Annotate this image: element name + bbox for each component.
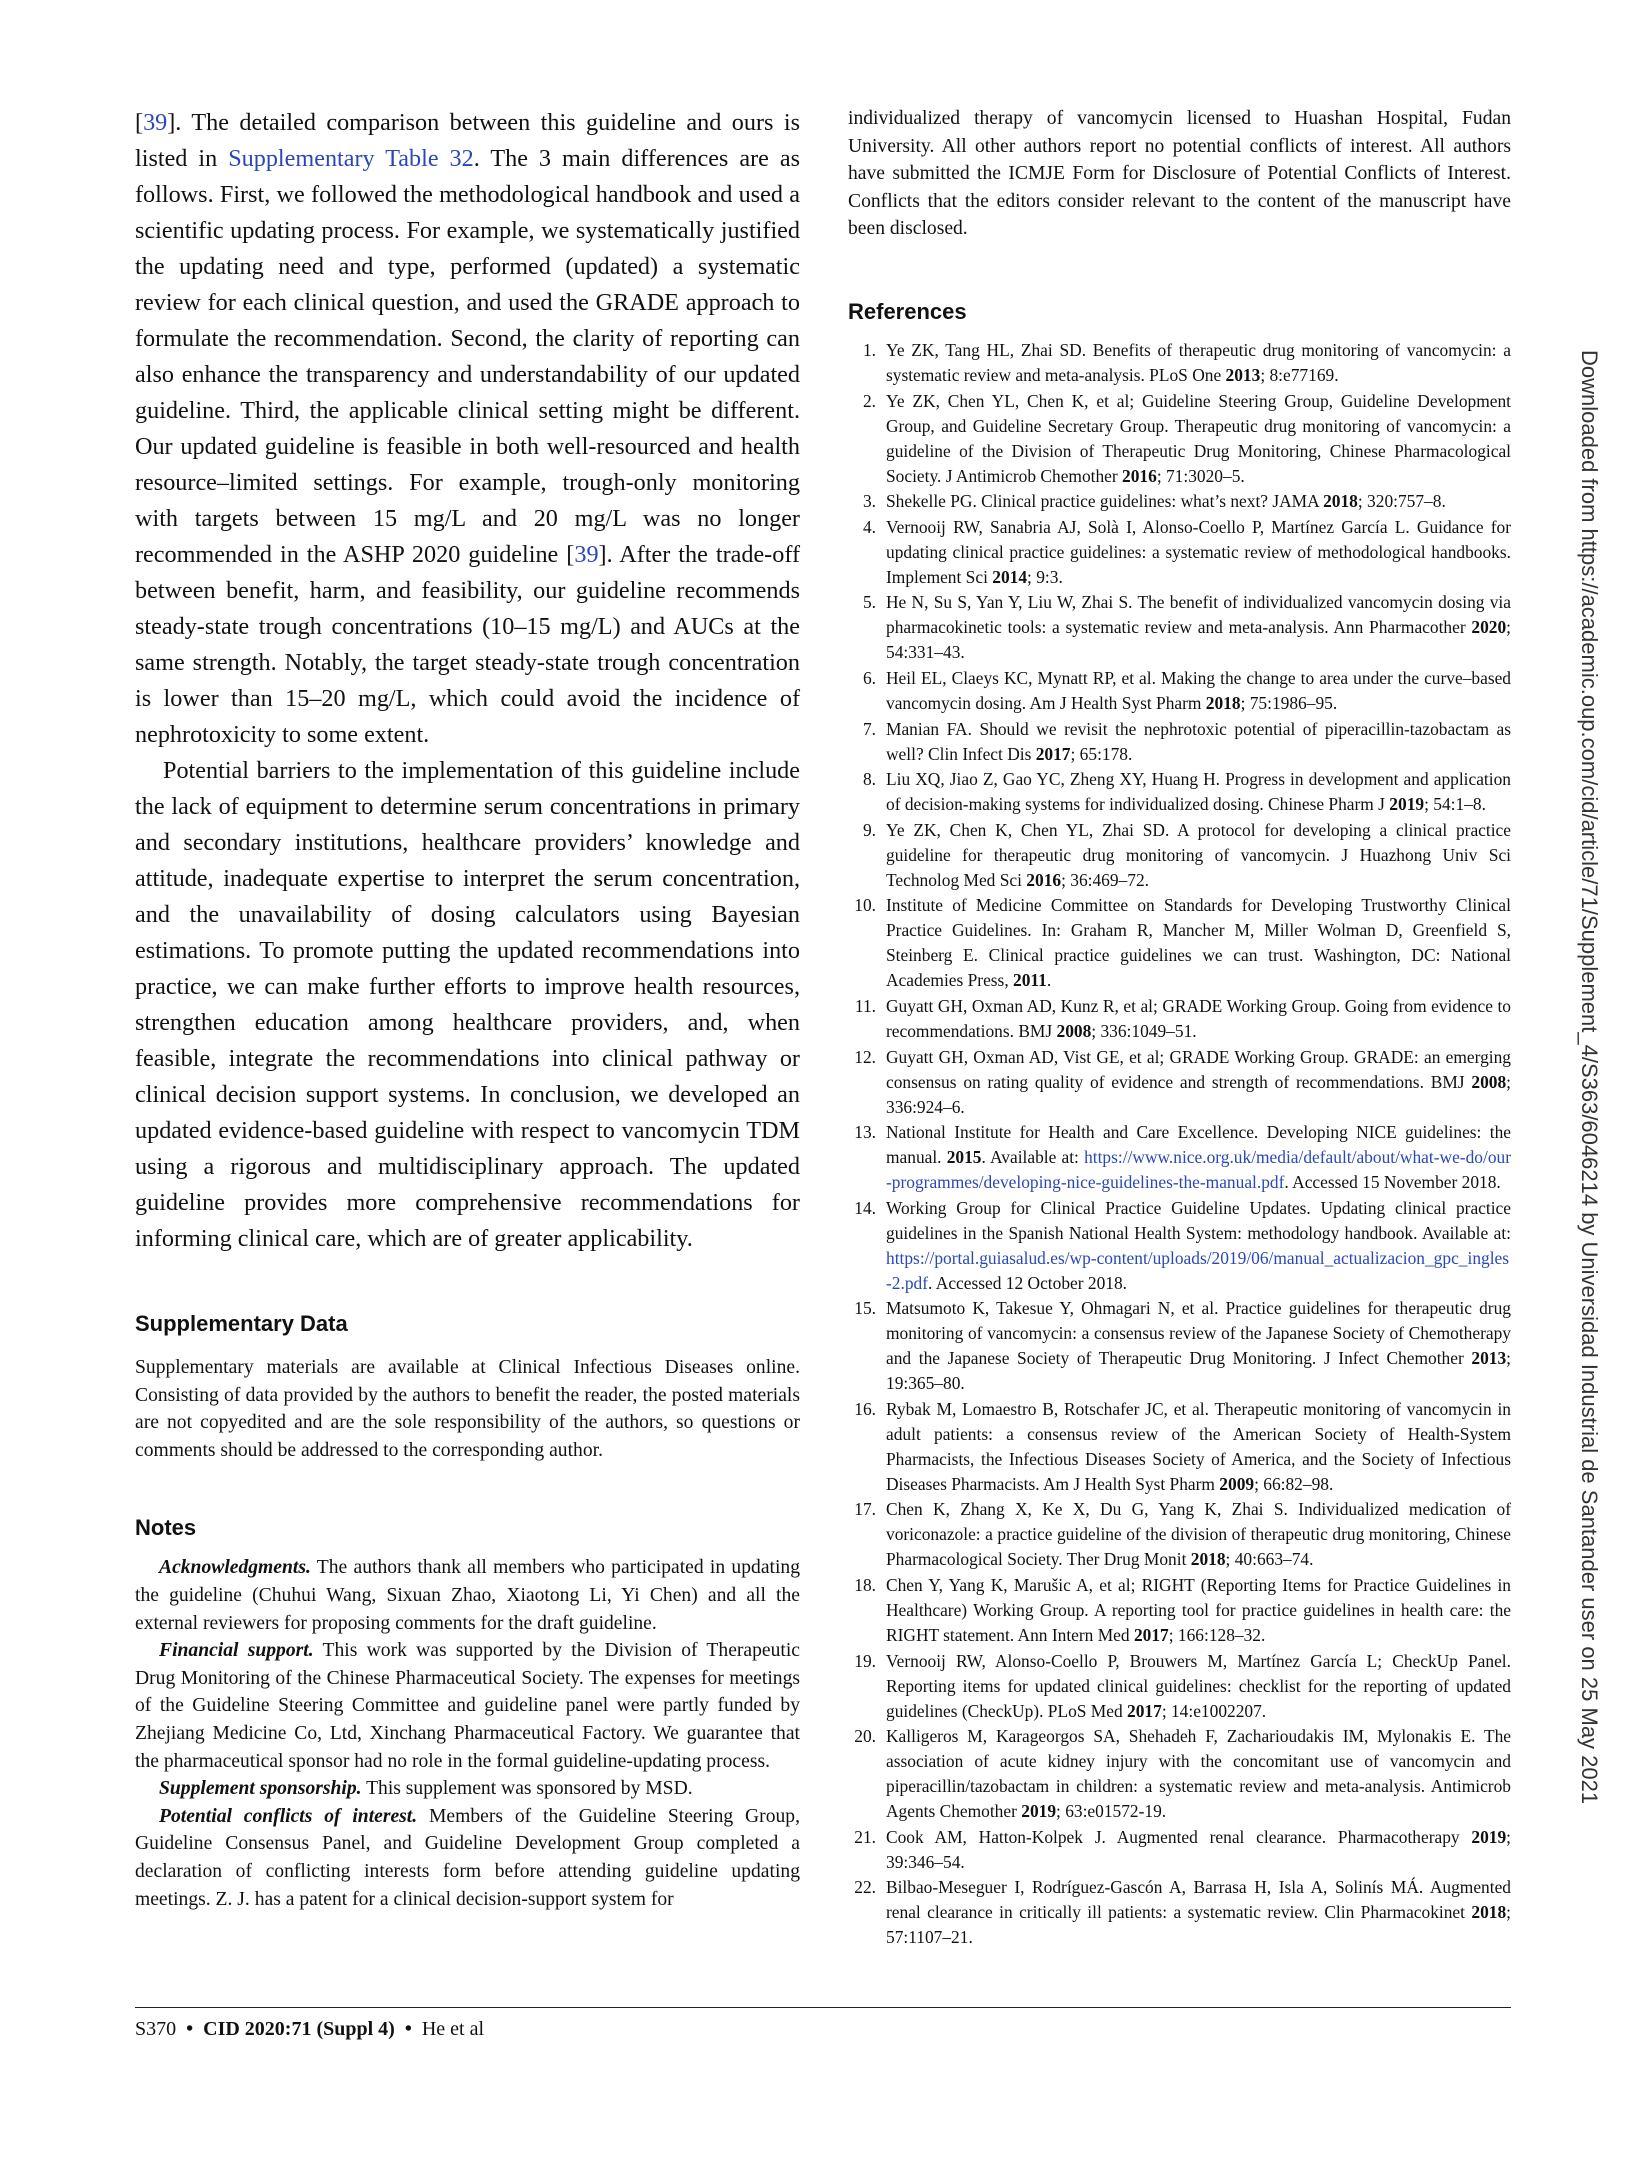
reference-text: Chen K, Zhang X, Ke X, Du G, Yang K, Zhai S. Individualized medication of voriconazole: a practice guideline of the division of therapeutic drug monitoring, Chinese Pharmacological Society. Ther Drug Monit	[886, 1499, 1511, 1570]
reference-item	[848, 1296, 1511, 1396]
reference-number: 4.	[862, 516, 876, 537]
references-heading: References	[848, 298, 967, 324]
reference-item	[848, 515, 1511, 590]
download-sidebar	[1577, 350, 1610, 1850]
reference-text: Shekelle PG. Clinical practice guidelines: what’s next? JAMA	[886, 491, 1324, 512]
reference-text: ; 54:331–43.	[886, 617, 1511, 663]
conflicts-continuation: individualized therapy of vancomycin licensed to Huashan Hospital, Fudan University. All other authors report no potential conflicts of interest. All authors have submitted the ICMJE Form for Disclosure of Potential Conflicts of Interest. Conflicts that the editors consider relevant to the content of the manuscript have been disclosed.	[848, 108, 1511, 240]
reference-item	[848, 893, 1511, 993]
reference-number: 12.	[854, 1046, 876, 1067]
reference-item	[848, 338, 1511, 388]
notes-list	[135, 1554, 800, 1913]
reference-text: ; 8:e77169.	[1260, 364, 1339, 385]
reference-number: 10.	[854, 895, 876, 916]
reference-url-link[interactable]: https://portal.guiasalud.es/wp-content/uploads/2019/06/manual_actualizacion_gpc_ingles-2.pdf	[886, 1247, 1510, 1293]
footer-separator-1: •	[186, 2018, 194, 2040]
reference-item	[848, 1875, 1511, 1950]
citation-link[interactable]: Supplementary Table 32	[228, 145, 474, 172]
reference-year: 2020	[1471, 617, 1507, 638]
reference-number: 21.	[854, 1826, 876, 1847]
reference-number: 2.	[862, 390, 876, 411]
reference-item	[848, 1573, 1511, 1648]
notes-section	[135, 1514, 800, 1913]
reference-text: Matsumoto K, Takesue Y, Ohmagari N, et al. Practice guidelines for therapeutic drug monitoring of vancomycin: a consensus review of the Japanese Society of Chemotherapy and the Japanese Society of Therapeutic Drug Monitoring. J Infect Chemother	[886, 1298, 1511, 1369]
reference-text: . Available at:	[981, 1147, 1085, 1168]
journal-citation: CID 2020:71 (Suppl 4)	[203, 2018, 395, 2040]
note-label: Potential conflicts of interest.	[159, 1805, 418, 1827]
supplementary-data-section	[135, 1310, 800, 1464]
reference-text: Institute of Medicine Committee on Standards for Developing Trustworthy Clinical Practice Guidelines. In: Graham R, Mancher M, Miller Wolman D, Greenfield S, Steinberg E. Clinical practice guidelines we can trust. Washington, DC: National Academies Press,	[886, 895, 1511, 991]
reference-text: ; 39:346–54.	[886, 1826, 1511, 1872]
right-column	[848, 105, 1511, 1951]
reference-text: Rybak M, Lomaestro B, Rotschafer JC, et al. Therapeutic monitoring of vancomycin in adult patients: a consensus review of the American Society of Health-System Pharmacists, the Infectious Diseases Society of America, and the Society of Infectious Diseases Pharmacists. Am J Health Syst Pharm	[886, 1398, 1511, 1494]
reference-year: 2008	[1471, 1071, 1507, 1092]
reference-text: Ye ZK, Chen YL, Chen K, et al; Guideline Steering Group, Guideline Development Group, and Guideline Secretary Group. Therapeutic drug monitoring of vancomycin: a guideline of the Division of Therapeutic Drug Monitoring, Chinese Pharmacological Society. J Antimicrob Chemother	[886, 390, 1511, 486]
page-footer	[135, 2018, 484, 2041]
reference-year: 2017	[1127, 1700, 1162, 1721]
reference-year: 2013	[1225, 364, 1261, 385]
reference-item	[848, 767, 1511, 817]
reference-year: 2016	[1122, 465, 1157, 486]
reference-number: 18.	[854, 1575, 876, 1596]
reference-year: 2011	[1013, 970, 1047, 991]
reference-year: 2013	[1471, 1348, 1507, 1369]
reference-year: 2019	[1389, 794, 1425, 815]
reference-text: ; 57:1107–21.	[886, 1902, 1511, 1948]
reference-item	[848, 818, 1511, 893]
footer-rule	[135, 2007, 1511, 2008]
reference-text: Manian FA. Should we revisit the nephrotoxic potential of piperacillin-tazobactam as well? Clin Infect Dis	[886, 718, 1511, 764]
reference-text: Kalligeros M, Karageorgos SA, Shehadeh F, Zacharioudakis IM, Mylonakis E. The association of acute kidney injury with the concomitant use of vancomycin and piperacillin/tazobactam in children: a systematic review and meta-analysis. Antimicrob Agents Chemother	[886, 1726, 1511, 1822]
reference-year: 2018	[1471, 1902, 1507, 1923]
reference-year: 2009	[1219, 1473, 1255, 1494]
supplementary-data-heading: Supplementary Data	[135, 1311, 348, 1336]
discussion-paragraph-2: Potential barriers to the implementation of this guideline include the lack of equipment to determine serum concentrations in primary and secondary institutions, healthcare providers’ knowledge and attitude, inadequate expertise to interpret the serum concentration, and the unavailability of dosing calculators using Bayesian estimations. To promote putting the updated recommendations into practice, we can make further efforts to improve health resources, strengthen education among healthcare providers, and, when feasible, integrate the recommendations into clinical pathway or clinical decision support systems. In conclusion, we developed an updated evidence-based guideline with respect to vancomycin TDM using a rigorous and multidisciplinary approach. The updated guideline provides more comprehensive recommendations for informing clinical care, which are of greater applicability.	[135, 757, 800, 1252]
citation-link[interactable]: 39	[574, 541, 599, 568]
reference-number: 22.	[854, 1877, 876, 1898]
reference-year: 2014	[992, 566, 1028, 587]
reference-text: Guyatt GH, Oxman AD, Vist GE, et al; GRADE Working Group. GRADE: an emerging consensus on rating quality of evidence and strength of recommendations. BMJ	[886, 1046, 1511, 1092]
reference-item	[848, 1120, 1511, 1195]
reference-text: Vernooij RW, Alonso-Coello P, Brouwers M, Martínez García L; CheckUp Panel. Reporting items for updated clinical guidelines: checklist for the reporting of updated guidelines (CheckUp). PLoS Med	[886, 1650, 1511, 1721]
reference-number: 8.	[862, 769, 876, 790]
note-label: Acknowledgments.	[159, 1557, 311, 1579]
reference-item	[848, 489, 1511, 514]
reference-number: 13.	[854, 1122, 876, 1143]
reference-text: Liu XQ, Jiao Z, Gao YC, Zheng XY, Huang H. Progress in development and application of decision-making systems for individualized dosing. Chinese Pharm J	[886, 769, 1511, 815]
citation-link[interactable]: 39	[143, 109, 168, 136]
paragraph-text: [	[135, 109, 144, 136]
left-column	[135, 105, 800, 1913]
reference-item	[848, 1196, 1511, 1296]
reference-item	[848, 666, 1511, 716]
note-text: This work was supported by the Division of Therapeutic Drug Monitoring of the Chinese Pharmaceutical Society. The expenses for meetings of the Guideline Steering Committee and guideline panel were partly funded by Zhejiang Medicine Co, Ltd, Xinchang Pharmaceutical Factory. We guarantee that the pharmaceutical sponsor had no role in the formal guideline-updating process.	[135, 1640, 800, 1772]
reference-text: Guyatt GH, Oxman AD, Kunz R, et al; GRADE Working Group. Going from evidence to recommendations. BMJ	[886, 995, 1511, 1041]
reference-text: .	[1046, 970, 1052, 991]
reference-text: ; 320:757–8.	[1357, 491, 1446, 512]
reference-item	[848, 717, 1511, 767]
reference-number: 11.	[854, 995, 876, 1016]
reference-text: ; 63:e01572-19.	[1056, 1801, 1167, 1822]
reference-text: ; 166:128–32.	[1168, 1625, 1266, 1646]
reference-text: He N, Su S, Yan Y, Liu W, Zhai S. The benefit of individualized vancomycin dosing via pharmacokinetic tools: a systematic review and meta-analysis. Ann Pharmacother	[886, 592, 1511, 638]
reference-number: 20.	[854, 1726, 876, 1747]
reference-url-link[interactable]: https://www.nice.org.uk/media/default/about/what-we-do/our-programmes/developing-nice-guidelines-the-manual.pdf	[886, 1147, 1511, 1193]
reference-text: ; 9:3.	[1027, 566, 1063, 587]
reference-text: Heil EL, Claeys KC, Mynatt RP, et al. Making the change to area under the curve–based vancomycin dosing. Am J Health Syst Pharm	[886, 667, 1511, 713]
reference-year: 2015	[946, 1147, 982, 1168]
reference-number: 14.	[854, 1197, 876, 1218]
reference-text: ; 14:e1002207.	[1161, 1700, 1267, 1721]
reference-number: 16.	[854, 1398, 876, 1419]
reference-item	[848, 1649, 1511, 1724]
paragraph-text: ]. The detailed comparison between this guideline and ours is listed in	[135, 109, 800, 172]
reference-year: 2008	[1056, 1020, 1092, 1041]
running-authors: He et al	[421, 2018, 485, 2040]
reference-year: 2019	[1471, 1826, 1507, 1847]
reference-text: Ye ZK, Tang HL, Zhai SD. Benefits of therapeutic drug monitoring of vancomycin: a systematic review and meta-analysis. PLoS One	[886, 339, 1511, 385]
note-paragraph	[135, 1637, 800, 1775]
references-list	[848, 338, 1511, 1950]
reference-number: 1.	[862, 339, 876, 360]
reference-text: Bilbao-Meseguer I, Rodríguez-Gascón A, Barrasa H, Isla A, Solinís MÁ. Augmented renal clearance in critically ill patients: a systematic review. Clin Pharmacokinet	[886, 1877, 1511, 1923]
paragraph-text: . The 3 main differences are as follows. First, we followed the methodological handbook and used a scientific updating process. For example, we systematically justified the updating need and type, performed (updated) a systematic review for each clinical question, and used the GRADE approach to formulate the recommendation. Second, the clarity of reporting can also enhance the transparency and understandability of our updated guideline. Third, the applicable clinical setting might be different. Our updated guideline is feasible in both well-resourced and health resource–limited settings. For example, trough-only monitoring with targets between 15 mg/L and 20 mg/L was no longer recommended in the ASHP 2020 guideline [	[135, 145, 800, 568]
reference-number: 9.	[862, 819, 876, 840]
reference-number: 15.	[854, 1298, 876, 1319]
reference-year: 2018	[1205, 692, 1241, 713]
paragraph-text: ]. After the trade-off between benefit, harm, and feasibility, our guideline recommends steady-state trough concentrations (10–15 mg/L) and AUCs at the same strength. Notably, the target steady-state trough concentration is lower than 15–20 mg/L, which could avoid the incidence of nephrotoxicity to some extent.	[135, 541, 801, 748]
reference-item	[848, 1045, 1511, 1120]
reference-text: Working Group for Clinical Practice Guideline Updates. Updating clinical practice guidelines in the Spanish National Health System: methodology handbook. Available at:	[886, 1197, 1511, 1243]
reference-item	[848, 389, 1511, 489]
notes-heading: Notes	[135, 1515, 197, 1541]
reference-text: Cook AM, Hatton-Kolpek J. Augmented renal clearance. Pharmacotherapy	[886, 1826, 1472, 1847]
reference-year: 2017	[1035, 743, 1071, 764]
reference-text: Chen Y, Yang K, Marušic A, et al; RIGHT (Reporting Items for Practice Guidelines in Healthcare) Working Group. A reporting tool for practice guidelines in health care: the RIGHT statement. Ann Intern Med	[886, 1575, 1511, 1646]
supplementary-data-text: Supplementary materials are available at Clinical Infectious Diseases online. Consisting of data provided by the authors to benefit the reader, the posted materials are not copyedited and are the sole responsibility of the authors, so questions or comments should be addressed to the corresponding author.	[135, 1357, 800, 1461]
page-number: S370	[135, 2018, 177, 2040]
reference-item	[848, 1497, 1511, 1572]
reference-text: ; 54:1–8.	[1424, 794, 1486, 815]
reference-year: 2018	[1190, 1549, 1226, 1570]
reference-number: 5.	[862, 592, 876, 613]
note-paragraph	[135, 1775, 800, 1803]
reference-text: . Accessed 12 October 2018.	[928, 1272, 1128, 1293]
reference-number: 6.	[862, 667, 876, 688]
reference-text: ; 75:1986–95.	[1240, 692, 1338, 713]
reference-year: 2016	[1026, 869, 1062, 890]
download-notice: Downloaded from https://academic.oup.com/cid/article/71/Supplement_4/S363/6046214 by Universidad Industrial de Santander user on 25 May 2021	[1577, 350, 1602, 1805]
reference-text: Vernooij RW, Sanabria AJ, Solà I, Alonso-Coello P, Martínez García L. Guidance for updating clinical practice guidelines: a systematic review of methodological handbooks. Implement Sci	[886, 516, 1511, 587]
reference-text: ; 40:663–74.	[1225, 1549, 1314, 1570]
reference-text: ; 36:469–72.	[1061, 869, 1149, 890]
reference-year: 2017	[1133, 1625, 1169, 1646]
note-label: Financial support.	[159, 1640, 314, 1662]
reference-number: 3.	[862, 491, 876, 512]
note-text: The authors thank all members who participated in updating the guideline (Chuhui Wang, Sixuan Zhao, Xiaotong Li, Yi Chen) and all the external reviewers for proposing comments for the draft guideline.	[135, 1557, 800, 1634]
reference-text: ; 66:82–98.	[1254, 1473, 1334, 1494]
note-paragraph	[135, 1554, 800, 1637]
reference-number: 7.	[862, 718, 876, 739]
reference-number: 17.	[854, 1499, 876, 1520]
reference-text: ; 71:3020–5.	[1156, 465, 1245, 486]
reference-text: ; 19:365–80.	[886, 1348, 1511, 1394]
note-label: Supplement sponsorship.	[159, 1778, 362, 1800]
reference-item	[848, 1825, 1511, 1875]
footer-separator-2: •	[404, 2018, 412, 2040]
reference-text: Ye ZK, Chen K, Chen YL, Zhai SD. A protocol for developing a clinical practice guideline for therapeutic drug monitoring of vancomycin. J Huazhong Univ Sci Technolog Med Sci	[886, 819, 1511, 890]
note-paragraph	[135, 1803, 800, 1913]
reference-item	[848, 590, 1511, 665]
reference-text: . Accessed 15 November 2018.	[1284, 1172, 1501, 1193]
note-text: This supplement was sponsored by MSD.	[361, 1778, 693, 1800]
reference-text: ; 336:1049–51.	[1091, 1020, 1197, 1041]
note-text: Members of the Guideline Steering Group, Guideline Consensus Panel, and Guideline Development Group completed a declaration of conflicting interests form before attending guideline updating meetings. Z. J. has a patent for a clinical decision-support system for	[135, 1805, 800, 1910]
reference-number: 19.	[854, 1650, 876, 1671]
discussion-paragraph-1	[135, 105, 800, 753]
reference-text: ; 336:924–6.	[886, 1071, 1511, 1117]
reference-text: ; 65:178.	[1070, 743, 1133, 764]
reference-item	[848, 994, 1511, 1044]
reference-year: 2019	[1021, 1801, 1057, 1822]
reference-text: National Institute for Health and Care Excellence. Developing NICE guidelines: the manual.	[886, 1122, 1511, 1168]
reference-item	[848, 1724, 1511, 1824]
reference-item	[848, 1397, 1511, 1497]
reference-year: 2018	[1323, 491, 1358, 512]
